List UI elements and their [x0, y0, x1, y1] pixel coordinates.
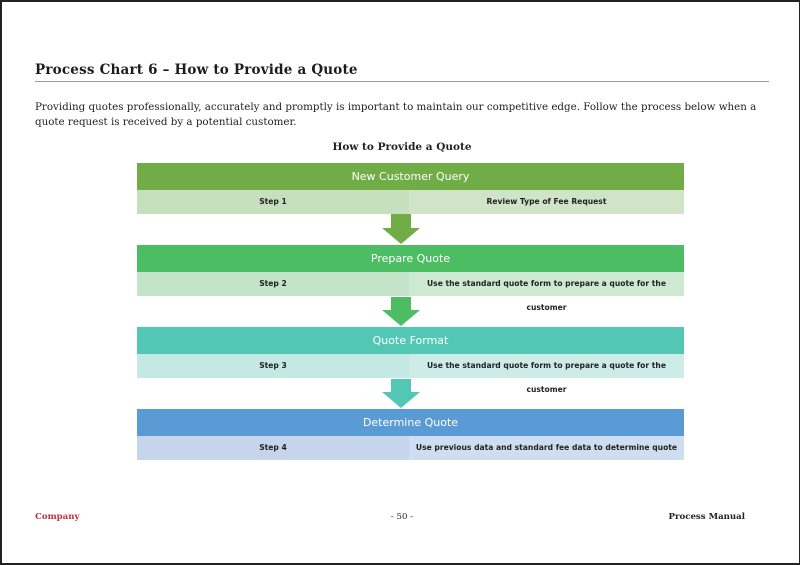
stage-step-row	[137, 354, 684, 394]
stage-title: Determine Quote	[137, 409, 684, 436]
step-label: Step 3	[137, 354, 409, 378]
stage-step-row	[137, 190, 684, 214]
step-label: Step 4	[137, 436, 409, 460]
stage-step-row	[137, 272, 684, 312]
intro-paragraph: Providing quotes professionally, accurately and promptly is important to maintain our competitive edge. Follow the process below when a quote request is received by a potential customer.	[35, 101, 757, 128]
down-arrow-head-icon	[382, 228, 420, 244]
down-arrow-icon	[391, 214, 411, 228]
stage-title: New Customer Query	[137, 163, 684, 190]
step-label: Step 2	[137, 272, 409, 296]
step-label: Step 1	[137, 190, 409, 214]
step-description: Use previous data and standard fee data to determine quote	[409, 436, 684, 460]
stage-new-customer-query	[137, 163, 684, 214]
stage-prepare-quote	[137, 245, 684, 312]
footer-company: Company	[35, 512, 80, 522]
down-arrow-icon	[391, 297, 411, 310]
stage-title: Prepare Quote	[137, 245, 684, 272]
step-description: Review Type of Fee Request	[409, 190, 684, 214]
chart-title: How to Provide a Quote	[332, 141, 472, 153]
down-arrow-head-icon	[382, 310, 420, 326]
stage-quote-format	[137, 327, 684, 394]
step-description: Use the standard quote form to prepare a quote for the customer	[409, 354, 684, 378]
footer-document-name: Process Manual	[668, 512, 745, 522]
page-heading: Process Chart 6 – How to Provide a Quote	[35, 62, 769, 82]
stage-title: Quote Format	[137, 327, 684, 354]
stage-determine-quote	[137, 409, 684, 460]
footer-page-number: - 50 -	[390, 512, 414, 522]
stage-step-row	[137, 436, 684, 460]
down-arrow-head-icon	[382, 392, 420, 408]
step-description: Use the standard quote form to prepare a quote for the customer	[409, 272, 684, 296]
down-arrow-icon	[391, 379, 411, 392]
